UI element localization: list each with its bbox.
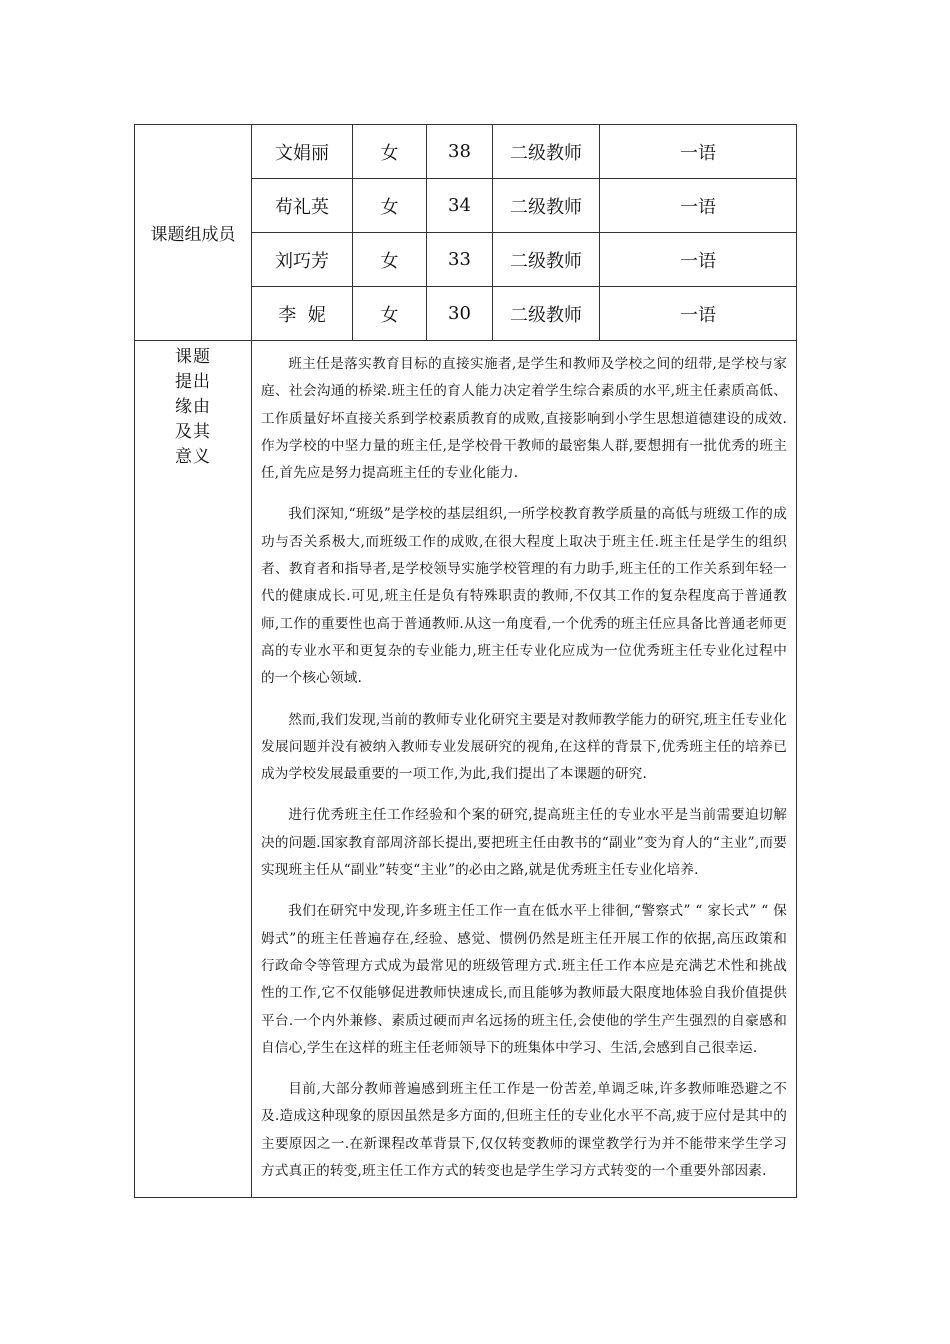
reason-label: 课题提出缘由及其意义	[175, 347, 211, 467]
member-subject: 一语	[600, 179, 797, 233]
reason-paragraph: 然而,我们发现,当前的教师专业化研究主要是对教师教学能力的研究,班主任专业化发展问题并没有被纳入教师专业发展研究的视角,在这样的背景下,优秀班主任的培养已成为学校发展最重要的一项工作,为此,我们提出了本课题的研究.	[261, 711, 787, 783]
member-age: 34	[427, 179, 493, 233]
member-title: 二级教师	[493, 233, 600, 287]
member-title: 二级教师	[493, 125, 600, 179]
member-name: 苟礼英	[252, 179, 353, 233]
member-name: 文娟丽	[252, 125, 353, 179]
member-subject: 一语	[600, 233, 797, 287]
reason-paragraph: 目前,大部分教师普遍感到班主任工作是一份苦差,单调乏味,许多教师唯恐避之不及.造成这种现象的原因虽然是多方面的,但班主任的专业化水平不高,疲于应付是其中的主要原因之一.在新课程改革背景下,仅仅转变教师的课堂教学行为并不能带来学生学习方式真正的转变,班主任工作方式的转变也是学生学习方式转变的一个重要外部因素.	[261, 1081, 787, 1180]
member-age: 30	[427, 287, 493, 341]
reason-paragraph: 我们深知,“班级”是学校的基层组织,一所学校教育教学质量的高低与班级工作的成功与否关系极大,而班级工作的成败,在很大程度上取决于班主任.班主任是学生的组织者、教育者和指导者,是学校领导实施学校管理的有力助手,班主任的工作关系到年轻一代的健康成长.可见,班主任是负有特殊职责的教师,不仅其工作的复杂程度高于普通教师,工作的重要性也高于普通教师.从这一角度看,一个优秀的班主任应具备比普通老师更高的专业水平和更复杂的专业能力,班主任专业化应成为一位优秀班主任专业化过程中的一个核心领域.	[261, 506, 787, 687]
member-name: 刘巧芳	[252, 233, 353, 287]
team-label: 课题组成员	[135, 125, 252, 341]
member-gender: 女	[353, 179, 427, 233]
member-gender: 女	[353, 287, 427, 341]
reason-paragraph: 进行优秀班主任工作经验和个案的研究,提高班主任的专业水平是当前需要迫切解决的问题.国家教育部周济部长提出,要把班主任由教书的“副业”变为育人的“主业”,而要实现班主任从“副业”转变“主业”的必由之路,就是优秀班主任专业化培养.	[261, 807, 787, 879]
reason-row	[135, 341, 797, 1198]
topic-info-table	[134, 124, 797, 1198]
member-title: 二级教师	[493, 287, 600, 341]
member-age: 33	[427, 233, 493, 287]
member-age: 38	[427, 125, 493, 179]
reason-label-cell	[135, 341, 252, 1198]
member-row	[135, 125, 797, 179]
reason-paragraph: 班主任是落实教育目标的直接实施者,是学生和教师及学校之间的纽带,是学校与家庭、社会沟通的桥梁.班主任的育人能力决定着学生综合素质的水平,班主任素质高低、工作质量好坏直接关系到学校素质教育的成败,直接影响到小学生思想道德建设的成效.作为学校的中坚力量的班主任,是学校骨干教师的最密集人群,要想拥有一批优秀的班主任,首先应是努力提高班主任的专业化能力.	[261, 356, 787, 482]
member-title: 二级教师	[493, 179, 600, 233]
member-name: 李 妮	[252, 287, 353, 341]
member-subject: 一语	[600, 125, 797, 179]
reason-body	[252, 341, 797, 1198]
reason-paragraph: 我们在研究中发现,许多班主任工作一直在低水平上徘徊,“警察式” “ 家长式” “ 保姆式”的班主任普遍存在,经验、感觉、惯例仍然是班主任开展工作的依据,高压政策和行政命令等管理方式成为最常见的班级管理方式.班主任工作本应是充满艺术性和挑战性的工作,它不仅能够促进教师快速成长,而且能够为教师最大限度地体验自我价值提供平台.一个内外兼修、素质过硬而声名远扬的班主任,会使他的学生产生强烈的自豪感和自信心,学生在这样的班主任老师领导下的班集体中学习、生活,会感到自己很幸运.	[261, 903, 787, 1056]
member-gender: 女	[353, 125, 427, 179]
member-subject: 一语	[600, 287, 797, 341]
member-gender: 女	[353, 233, 427, 287]
